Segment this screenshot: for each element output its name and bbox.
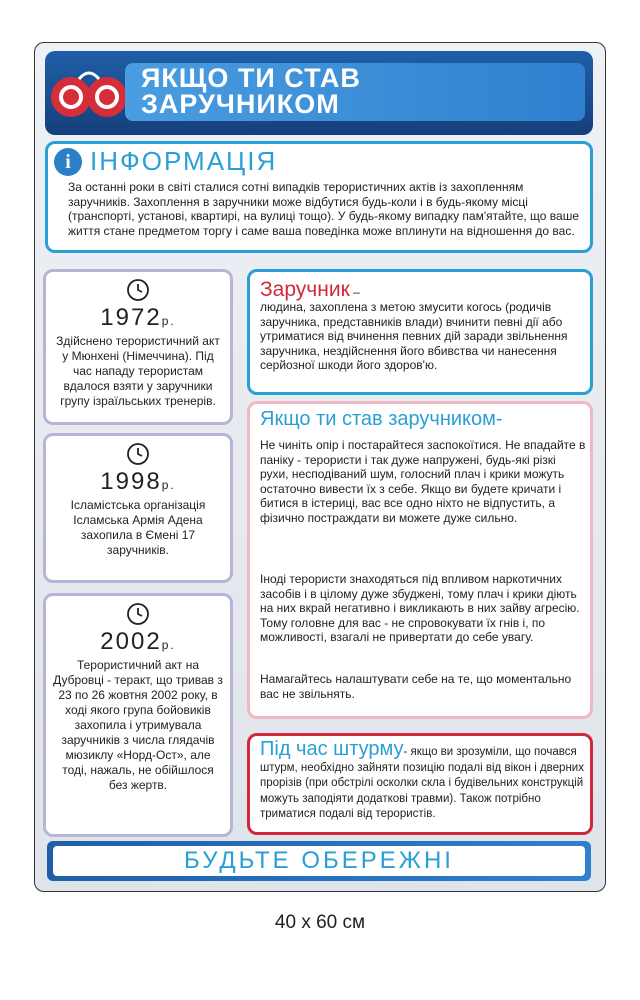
- info-box: [45, 141, 593, 253]
- poster: [34, 42, 606, 892]
- handcuffs-icon: [49, 59, 129, 129]
- hostage-definition-box: Заручник – людина, захоплена з метою змусити когось (родичів заручника, представників влади) вчинити певні дії або утриматися від вчинення певних дій заради звільнення заручника, нездійснення його вбивства чи нанесення серйозної шкоди його здоров'ю.: [247, 269, 593, 395]
- clock-icon: [126, 442, 150, 466]
- info-title: ІНФОРМАЦІЯ: [90, 146, 278, 176]
- assault-box: [247, 733, 593, 835]
- assault-text: - якщо ви зрозуміли, що почався штурм, необхідно зайняти позицію подалі від вікон і дверних прорізів (при обстрілі осколки скла і будівельних конструкцій можуть заподіяти додаткові травми). Також потрібно триматися подалі від терористів.: [260, 746, 584, 820]
- if-hostage-paragraph-1: Не чиніть опір і постарайтеся заспокоїтися. Не впадайте в паніку - терористи і так дуже напружені, будь-які різкі рухи, несподіваний шум, голосний плач і крики можуть остаточно вивести їх з себе. Якщо ви будете кричати і битися в істериці, вас все одно ніхто не відпустить, а фізично постраждати ви можете дуже сильно.: [260, 438, 586, 525]
- if-hostage-paragraph-3: Намагайтесь налаштувати себе на те, що моментально вас не звільнять.: [260, 672, 572, 701]
- event-text: Здійснено терористичний акт у Мюнхені (Німеччина). Під час нападу терористам вдалося взяти у заручники групу ізраїльських тренерів.: [56, 334, 220, 408]
- footer-banner: [47, 841, 591, 881]
- event-year: 2002р.: [100, 628, 176, 655]
- event-year: 1972р.: [100, 304, 176, 331]
- event-text: Терористичний акт на Дубровці - теракт, що тривав з 23 по 26 жовтня 2002 року, в ході якого група бойовиків захопила і утримувала заручників з числа глядачів мюзиклу «Норд-Ост», але тоді, нажаль, не обійшлося без жертв.: [53, 658, 223, 792]
- info-text: За останні роки в світі сталися сотні випадків терористичних актів із захопленням заручників. Захоплення в заручники може відбутися будь-коли і в будь-якому місці (транспорті, установі, квартирі, на вулиці тощо). У будь-якому випадку пам'ятайте, що ваше життя стане предметом торгу і саме ваша поведінка може вплинути на відношення до вас.: [68, 180, 580, 238]
- if-hostage-title: Якщо ти став заручником-: [260, 408, 503, 430]
- clock-icon: [126, 602, 150, 626]
- hostage-definition-text: людина, захоплена з метою змусити когось (родичів заручника, представників влади) вчинити певні дії або утриматися від вчинення певних дій заради звільнення заручника, нездійснення його вбивства чи нанесення серйозної шкоди його здоров'ю.: [260, 300, 568, 372]
- event-card-1972: [43, 269, 233, 425]
- event-text: Ісламістська організація Ісламська Армія Адена захопила в Ємені 17 заручників.: [70, 498, 206, 557]
- header-banner: [45, 51, 593, 135]
- if-hostage-box: [247, 401, 593, 719]
- assault-title: Під час штурму: [260, 738, 404, 760]
- event-card-2002: [43, 593, 233, 837]
- event-year: 1998р.: [100, 468, 176, 495]
- size-label: 40 х 60 см: [274, 912, 366, 933]
- hostage-title: Заручник: [260, 278, 350, 301]
- event-card-1998: [43, 433, 233, 583]
- footer-slogan: БУДЬТЕ ОБЕРЕЖНІ: [53, 846, 585, 876]
- if-hostage-paragraph-2: Іноді терористи знаходяться під впливом наркотичних засобів і в цілому дуже збуджені, тому плач і крики діють на них вкрай негативно і викликають в них зайву агресію. Тому головне для вас - не спровокувати їх гнів і, по можливості, взагалі не привертати до себе увагу.: [260, 572, 580, 644]
- page-title: [141, 65, 571, 117]
- title-line-1: ЯКЩО ТИ СТАВ: [141, 63, 361, 93]
- info-icon: i: [54, 148, 82, 176]
- clock-icon: [126, 278, 150, 302]
- title-line-2: ЗАРУЧНИКОМ: [141, 89, 340, 119]
